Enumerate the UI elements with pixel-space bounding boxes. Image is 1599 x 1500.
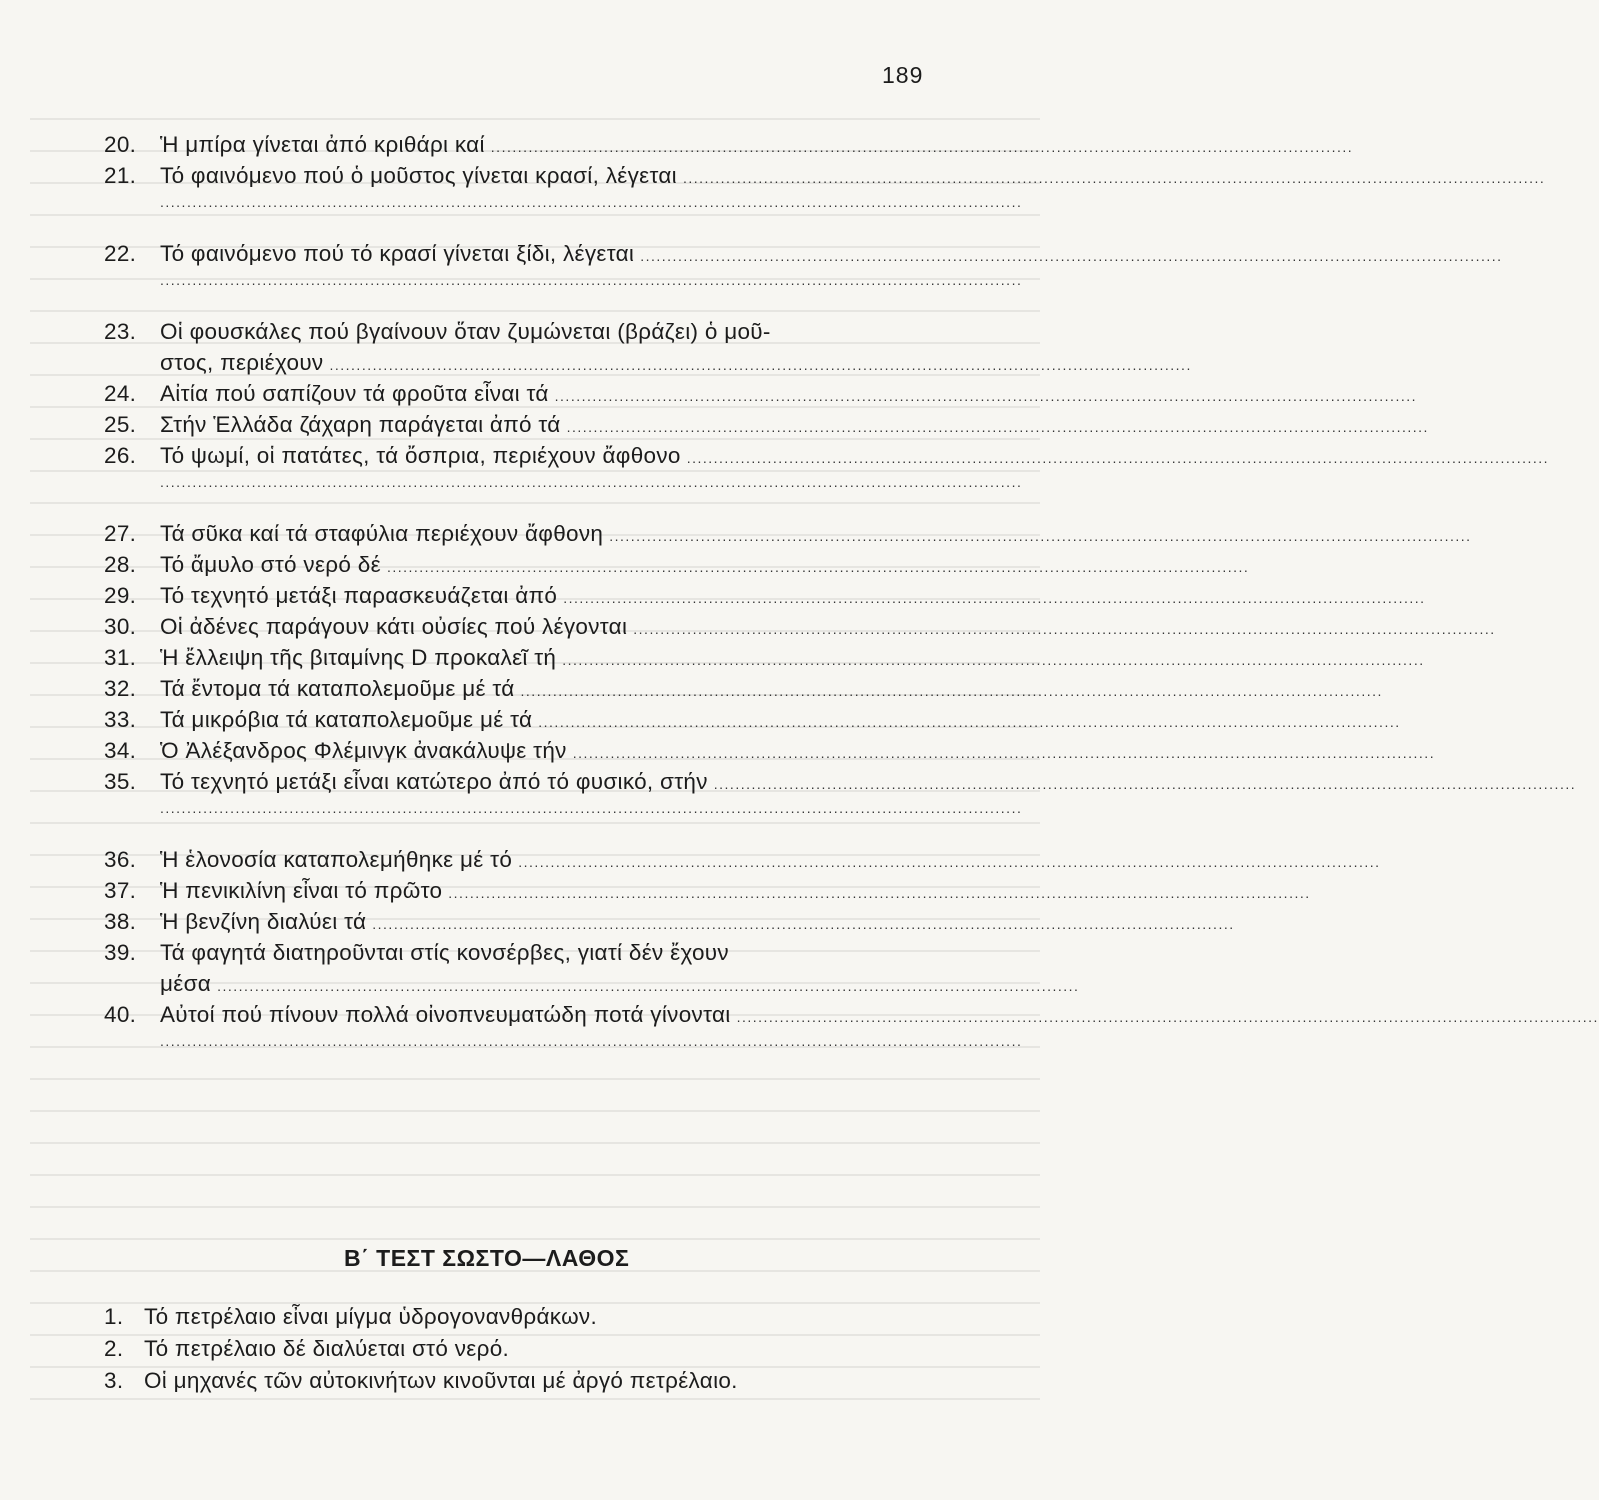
question-text: Τό φαινόμενο πού τό κρασί γίνεται ξίδι, λέγεται bbox=[160, 241, 635, 266]
question-text: Ἡ βενζίνη διαλύει τά bbox=[160, 909, 367, 934]
answer-blank: ................................................................................................................................................................ bbox=[572, 745, 1436, 761]
question-text: Τά ἔντομα τά καταπολεμοῦμε μέ τά bbox=[160, 676, 515, 701]
question-item bbox=[104, 163, 1546, 194]
question-text: Τά μικρόβια τά καταπολεμοῦμε μέ τά bbox=[160, 707, 533, 732]
question-number: 22. bbox=[104, 241, 137, 266]
question-item bbox=[104, 552, 1250, 583]
answer-blank: ................................................................................................................................................................ bbox=[538, 714, 1401, 730]
question-item bbox=[104, 241, 1503, 272]
question-item bbox=[104, 614, 1496, 645]
item-number: 1. bbox=[104, 1304, 124, 1329]
question-item bbox=[104, 878, 1311, 909]
answer-blank: ................................................................................................................................................................ bbox=[640, 248, 1503, 264]
question-text: Τό ἄμυλο στό νερό δέ bbox=[160, 552, 381, 577]
answer-blank: ................................................................................................................................................................ bbox=[566, 419, 1429, 435]
answer-blank-continuation bbox=[104, 474, 1023, 505]
question-number: 20. bbox=[104, 132, 137, 157]
question-item bbox=[104, 645, 1425, 676]
question-text-continued: στος, περιέχουν bbox=[160, 350, 324, 375]
question-number: 33. bbox=[104, 707, 137, 732]
question-number: 34. bbox=[104, 738, 137, 763]
question-item bbox=[104, 847, 1381, 878]
answer-blank-continuation bbox=[104, 272, 1023, 303]
answer-blank: ................................................................................................................................................................ bbox=[686, 450, 1550, 466]
answer-blank: ................................................................................................................................................................ bbox=[736, 1009, 1599, 1025]
answer-blank: ................................................................................................................................................................ bbox=[563, 590, 1426, 606]
answer-blank: ................................................................................................................................................................ bbox=[372, 916, 1235, 932]
question-item bbox=[104, 521, 1472, 552]
answer-blank: ................................................................................................................................................................ bbox=[160, 800, 1023, 816]
true-false-item bbox=[104, 1336, 934, 1368]
question-text: Τά φαγητά διατηροῦνται στίς κονσέρβες, γιατί δέν ἔχουν bbox=[160, 940, 729, 965]
page-number: 189 bbox=[882, 62, 924, 88]
question-continuation bbox=[104, 350, 1192, 381]
question-item bbox=[104, 676, 1383, 707]
question-item bbox=[104, 909, 1235, 940]
answer-blank: ................................................................................................................................................................ bbox=[490, 139, 1354, 155]
true-false-item bbox=[104, 1368, 934, 1400]
question-number: 32. bbox=[104, 676, 137, 701]
question-text: Ἡ πενικιλίνη εἶναι τό πρῶτο bbox=[160, 878, 443, 903]
question-number: 25. bbox=[104, 412, 137, 437]
question-text: Τό τεχνητό μετάξι παρασκευάζεται ἀπό bbox=[160, 583, 558, 608]
answer-blank: ................................................................................................................................................................ bbox=[329, 357, 1192, 373]
question-number: 24. bbox=[104, 381, 137, 406]
question-item bbox=[104, 381, 1417, 412]
answer-blank: ................................................................................................................................................................ bbox=[633, 621, 1496, 637]
section-title: Β΄ ΤΕΣΤ ΣΩΣΤΟ—ΛΑΘΟΣ bbox=[344, 1245, 630, 1271]
question-number: 26. bbox=[104, 443, 137, 468]
question-text: Ἡ ἑλονοσία καταπολεμήθηκε μέ τό bbox=[160, 847, 513, 872]
answer-blank: ................................................................................................................................................................ bbox=[448, 885, 1311, 901]
item-statement: Οἱ μηχανές τῶν αὐτοκινήτων κινοῦνται μέ ἀργό πετρέλαιο. bbox=[144, 1368, 738, 1393]
answer-blank: ................................................................................................................................................................ bbox=[562, 652, 1425, 668]
answer-blank: ................................................................................................................................................................ bbox=[160, 194, 1023, 210]
answer-blank-continuation bbox=[104, 1033, 1023, 1064]
question-text: Τό τεχνητό μετάξι εἶναι κατώτερο ἀπό τό φυσικό, στήν bbox=[160, 769, 708, 794]
question-text: Οἱ φουσκάλες πού βγαίνουν ὅταν ζυμώνεται (βράζει) ὁ μοῦ- bbox=[160, 319, 771, 344]
question-number: 35. bbox=[104, 769, 137, 794]
question-item bbox=[104, 707, 1401, 738]
question-item bbox=[104, 583, 1426, 614]
question-number: 27. bbox=[104, 521, 137, 546]
question-text: Αὐτοί πού πίνουν πολλά οἰνοπνευματώδη ποτά γίνονται bbox=[160, 1002, 731, 1027]
question-item bbox=[104, 319, 928, 350]
item-number: 2. bbox=[104, 1336, 124, 1361]
question-text: Αἰτία πού σαπίζουν τά φροῦτα εἶναι τά bbox=[160, 381, 549, 406]
fill-in-questions-list bbox=[104, 132, 1599, 1080]
answer-blank: ................................................................................................................................................................ bbox=[682, 170, 1546, 186]
question-text: Ἡ ἔλλειψη τῆς βιταμίνης D προκαλεῖ τή bbox=[160, 645, 557, 670]
question-text: Οἱ ἀδένες παράγουν κάτι οὐσίες πού λέγονται bbox=[160, 614, 628, 639]
question-number: 31. bbox=[104, 645, 137, 670]
answer-blank: ................................................................................................................................................................ bbox=[520, 683, 1383, 699]
question-item bbox=[104, 132, 1354, 163]
question-number: 21. bbox=[104, 163, 137, 188]
answer-blank: ................................................................................................................................................................ bbox=[609, 528, 1472, 544]
answer-blank: ................................................................................................................................................................ bbox=[554, 388, 1417, 404]
question-text: Τό φαινόμενο πού ὁ μοῦστος γίνεται κρασί, λέγεται bbox=[160, 163, 677, 188]
question-continuation bbox=[104, 971, 1080, 1002]
answer-blank: ................................................................................................................................................................ bbox=[713, 776, 1577, 792]
question-number: 28. bbox=[104, 552, 137, 577]
question-number: 30. bbox=[104, 614, 137, 639]
question-number: 36. bbox=[104, 847, 137, 872]
question-number: 37. bbox=[104, 878, 137, 903]
question-text-continued: μέσα bbox=[160, 971, 212, 996]
question-item bbox=[104, 443, 1550, 474]
question-number: 38. bbox=[104, 909, 137, 934]
question-item bbox=[104, 1002, 1599, 1033]
true-false-list bbox=[104, 1304, 934, 1400]
question-text: Ἡ μπίρα γίνεται ἀπό κριθάρι καί bbox=[160, 132, 485, 157]
question-item bbox=[104, 738, 1436, 769]
question-number: 23. bbox=[104, 319, 137, 344]
answer-blank-continuation bbox=[104, 800, 1023, 831]
item-statement: Τό πετρέλαιο εἶναι μίγμα ὑδρογονανθράκων. bbox=[144, 1304, 598, 1329]
question-text: Τό ψωμί, οἱ πατάτες, τά ὄσπρια, περιέχουν ἄφθονο bbox=[160, 443, 681, 468]
question-item bbox=[104, 769, 1577, 800]
question-text: Ὁ Ἀλέξανδρος Φλέμινγκ ἀνακάλυψε τήν bbox=[160, 738, 567, 763]
question-item bbox=[104, 940, 928, 971]
question-number: 29. bbox=[104, 583, 137, 608]
true-false-item bbox=[104, 1304, 934, 1336]
question-text: Τά σῦκα καί τά σταφύλια περιέχουν ἄφθονη bbox=[160, 521, 604, 546]
answer-blank: ................................................................................................................................................................ bbox=[386, 559, 1250, 575]
question-number: 40. bbox=[104, 1002, 137, 1027]
answer-blank: ................................................................................................................................................................ bbox=[160, 1033, 1023, 1049]
question-text: Στήν Ἑλλάδα ζάχαρη παράγεται ἀπό τά bbox=[160, 412, 561, 437]
question-number: 39. bbox=[104, 940, 137, 965]
answer-blank: ................................................................................................................................................................ bbox=[518, 854, 1381, 870]
answer-blank: ................................................................................................................................................................ bbox=[160, 272, 1023, 288]
item-statement: Τό πετρέλαιο δέ διαλύεται στό νερό. bbox=[144, 1336, 510, 1361]
answer-blank-continuation bbox=[104, 194, 1023, 225]
answer-blank: ................................................................................................................................................................ bbox=[217, 978, 1080, 994]
item-number: 3. bbox=[104, 1368, 124, 1393]
question-item bbox=[104, 412, 1429, 443]
answer-blank: ................................................................................................................................................................ bbox=[160, 474, 1023, 490]
